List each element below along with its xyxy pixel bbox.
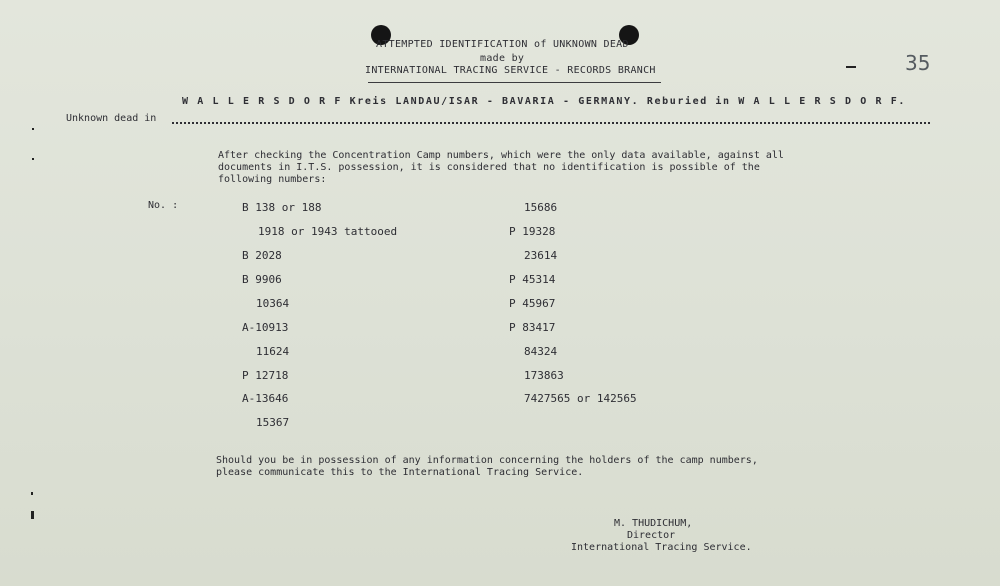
number-right-1: 15686 xyxy=(524,201,558,214)
signature-organization: International Tracing Service. xyxy=(571,542,752,553)
number-left-5: 10364 xyxy=(256,297,290,310)
dotted-fill-line xyxy=(172,114,930,124)
number-left-10: 15367 xyxy=(256,416,290,429)
location-line: W A L L E R S D O R F Kreis LANDAU/ISAR - BAVARIA - GERMANY. Reburied in W A L L E R S D O R F. xyxy=(182,96,906,107)
page-number: 35 xyxy=(905,51,931,75)
closing-line-1: Should you be in possession of any information concerning the holders of the camp numbers, xyxy=(216,455,758,466)
edge-mark xyxy=(32,128,34,130)
number-left-9: A-13646 xyxy=(242,392,289,405)
number-right-6: P 83417 xyxy=(509,321,556,334)
intro-line-2: documents in I.T.S. possession, it is considered that no identification is possible of the xyxy=(218,162,760,173)
number-right-5: P 45967 xyxy=(509,297,556,310)
number-right-7: 84324 xyxy=(524,345,558,358)
number-left-3: B 2028 xyxy=(242,249,282,262)
number-left-2: 1918 or 1943 tattooed xyxy=(258,225,398,238)
signature-name: M. THUDICHUM, xyxy=(614,518,693,529)
number-left-7: 11624 xyxy=(256,345,290,358)
header-title: ATTEMPTED IDENTIFICATION of UNKNOWN DEAD xyxy=(376,39,629,50)
numbers-label: No. : xyxy=(148,200,179,211)
number-right-9: 7427565 or 142565 xyxy=(524,392,637,405)
signature-title: Director xyxy=(627,530,676,541)
number-right-2: P 19328 xyxy=(509,225,556,238)
number-right-8: 173863 xyxy=(524,369,564,382)
header-underline xyxy=(368,82,661,83)
intro-line-1: After checking the Concentration Camp numbers, which were the only data available, against all xyxy=(218,150,784,161)
number-left-1: B 138 or 188 xyxy=(242,201,322,214)
header-subtitle: made by xyxy=(480,53,525,64)
number-left-4: B 9906 xyxy=(242,273,282,286)
edge-mark xyxy=(31,492,33,495)
unknown-dead-label: Unknown dead in xyxy=(66,113,157,124)
number-right-3: 23614 xyxy=(524,249,558,262)
margin-mark xyxy=(846,66,856,68)
edge-mark xyxy=(32,158,34,160)
number-left-6: A-10913 xyxy=(242,321,289,334)
intro-line-3: following numbers: xyxy=(218,174,327,185)
closing-line-2: please communicate this to the International Tracing Service. xyxy=(216,467,584,478)
number-right-4: P 45314 xyxy=(509,273,556,286)
header-organization: INTERNATIONAL TRACING SERVICE - RECORDS BRANCH xyxy=(365,65,656,76)
number-left-8: P 12718 xyxy=(242,369,289,382)
edge-mark xyxy=(31,511,34,519)
